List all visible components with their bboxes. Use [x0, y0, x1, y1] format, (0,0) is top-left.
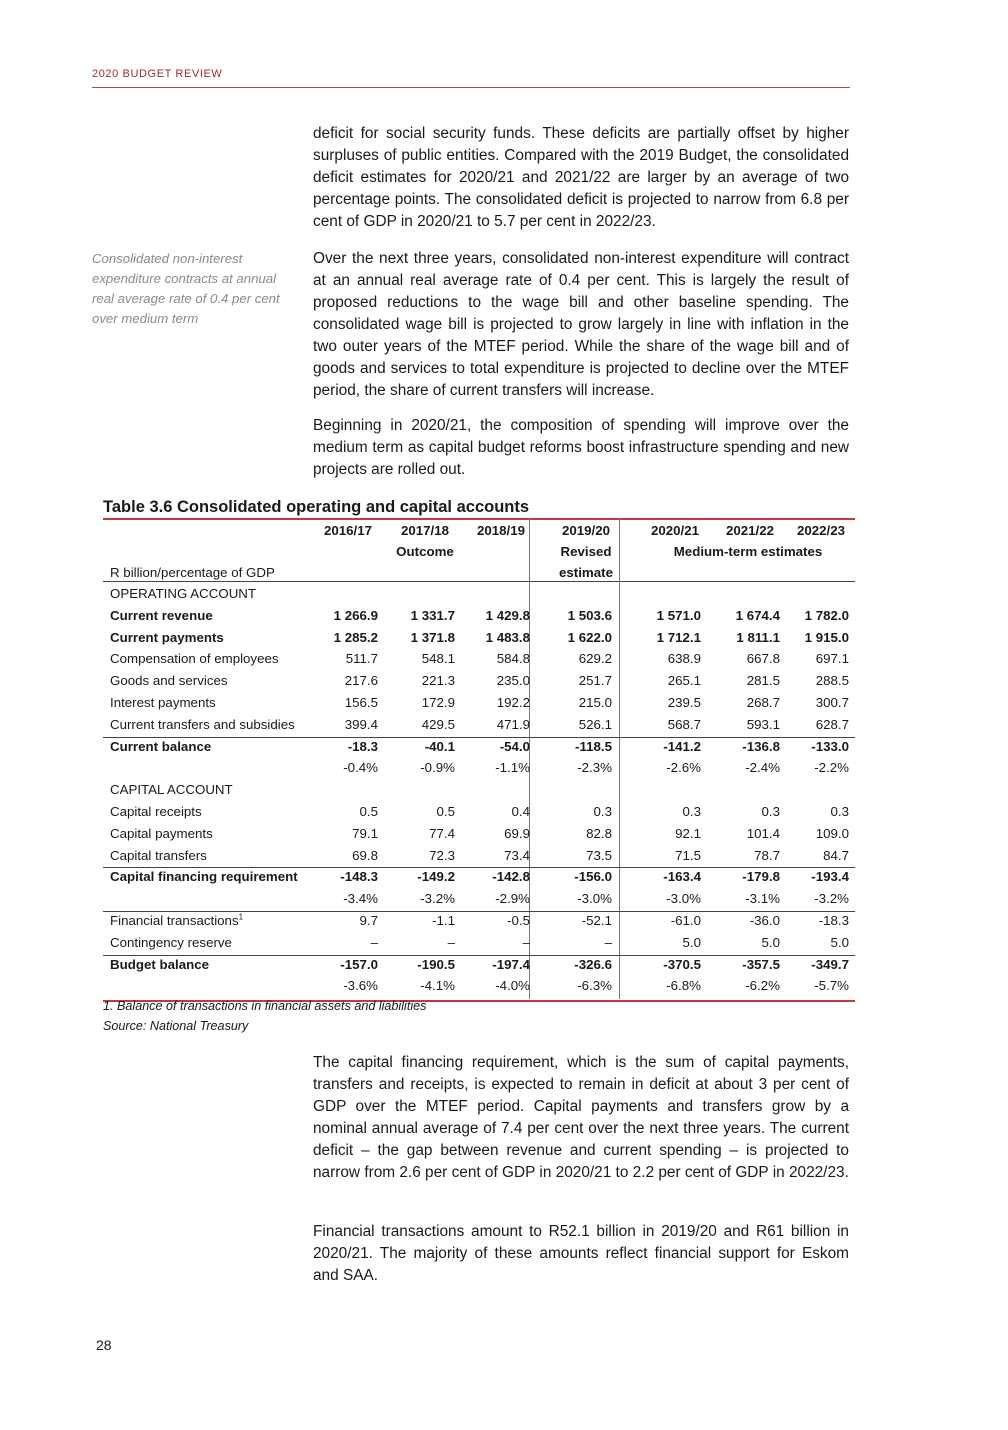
table-cell: 79.1: [352, 825, 378, 841]
row-label: [110, 585, 256, 603]
margin-note: Consolidated non-interest expenditure contracts at annual real average rate of 0.4 per cent over medium term: [92, 251, 280, 326]
table-cell: 0.3: [761, 804, 780, 819]
table-cell: 71.5: [675, 847, 701, 863]
row-label: [110, 738, 211, 756]
table-cell: 5.0: [682, 934, 701, 950]
row-label-text: Compensation of employees: [110, 651, 279, 667]
table-cell: -133.0: [811, 738, 849, 754]
row-label-text: CAPITAL ACCOUNT: [110, 782, 233, 798]
table-cell: 300.7: [815, 695, 849, 710]
row-label: [110, 847, 207, 865]
table-cell: -4.0%: [495, 978, 530, 994]
table-cell: -6.8%: [666, 978, 701, 994]
row-label: [110, 956, 209, 974]
row-label: [110, 803, 202, 821]
unit-label: R billion/percentage of GDP: [110, 565, 275, 580]
table-cell: -163.4: [663, 869, 701, 885]
table-cell: 5.0: [830, 934, 849, 950]
paragraph-3: Beginning in 2020/21, the composition of spending will improve over the medium term as capital budget reforms boost infrastructure spending and new projects are rolled out.: [313, 417, 849, 478]
paragraph-2: Over the next three years, consolidated non-interest expenditure will contract at an annual real average rate of 0.4 per cent. This is largely the result of proposed reductions to the wage bill and other baseline spending. The consolidated wage bill is projected to grow largely in line with inflation in the two outer years of the MTEF period. While the share of the wage bill and of goods and services to total expenditure is projected to decline over the MTEF period, the share of current transfers will increase.: [313, 250, 849, 399]
row-label-text: Current balance: [110, 738, 212, 754]
table-cell: 511.7: [345, 651, 378, 667]
table-cell: 221.3: [421, 673, 455, 689]
table-cell: –: [604, 934, 612, 950]
table-cell: -349.7: [811, 956, 849, 972]
row-label-text: Financial transactions: [110, 913, 239, 928]
year-header: 2019/20: [561, 523, 611, 538]
row-label-text: Contingency reserve: [110, 934, 232, 950]
table-cell: 239.5: [667, 695, 701, 710]
table-cell: -2.6%: [666, 760, 701, 776]
row-label: [110, 607, 213, 625]
table-cell: 399.4: [344, 716, 378, 732]
table-cell: 69.9: [504, 825, 530, 841]
row-label: [110, 781, 233, 799]
row-label-text: Current transfers and subsidies: [110, 716, 295, 732]
table-cell: 0.3: [682, 804, 701, 819]
row-label: [110, 629, 224, 647]
table-cell: -142.8: [492, 869, 530, 885]
row-label-text: OPERATING ACCOUNT: [110, 586, 257, 601]
table-cell: 429.5: [421, 716, 455, 732]
year-header: 2022/23: [796, 523, 846, 538]
paragraph-4: The capital financing requirement, which is the sum of capital payments, transfers and receipts, is expected to remain in deficit at about 3 per cent of GDP over the MTEF period. Capital payments and transfers grow by a nominal annual average of 7.4 per cent over the next three years. The current deficit – the gap between revenue and current spending – is projected to narrow from 2.6 per cent of GDP in 2020/21 to 2.2 per cent of GDP in 2022/23.: [313, 1054, 849, 1181]
outcome-group-label: Outcome: [396, 544, 454, 559]
table-cell: -5.7%: [814, 978, 849, 994]
table-cell: -149.2: [417, 869, 455, 885]
table-cell: -179.8: [742, 869, 780, 885]
table-cell: 9.7: [359, 913, 378, 928]
revised-group-label: Revised: [560, 544, 612, 559]
table-cell: -157.0: [340, 956, 378, 972]
table-cell: -40.1: [424, 738, 455, 754]
table-cell: 1 371.8: [410, 629, 455, 645]
table-cell: 1 266.9: [333, 607, 378, 623]
row-label: [110, 825, 213, 843]
table-cell: 568.7: [667, 716, 701, 732]
table-cell: 172.9: [421, 695, 455, 710]
table-cell: -326.6: [574, 956, 612, 972]
table-cell: -3.4%: [343, 891, 378, 907]
table-cell: 593.1: [746, 716, 780, 732]
table-cell: -3.0%: [666, 891, 701, 907]
table-cell: -0.9%: [420, 760, 455, 776]
year-header: 2020/21: [650, 523, 700, 538]
table-cell: 235.0: [496, 673, 530, 689]
table-cell: -54.0: [499, 738, 530, 754]
table-cell: -3.2%: [814, 891, 849, 907]
table-cell: -2.3%: [577, 760, 612, 776]
table-cell: 1 285.2: [333, 629, 378, 645]
row-label-text: Interest payments: [110, 695, 216, 710]
table-cell: -18.3: [818, 913, 849, 928]
table-cell: –: [522, 934, 530, 950]
table-cell: -3.1%: [745, 891, 780, 907]
table-cell: 667.8: [746, 651, 780, 667]
table-cell: -0.4%: [343, 760, 378, 776]
table-cell: 0.5: [436, 804, 455, 819]
row-label-text: Capital transfers: [110, 847, 207, 863]
table-cell: -52.1: [581, 913, 612, 928]
row-label-text: Budget balance: [110, 956, 210, 972]
table-cell: 697.1: [815, 651, 849, 667]
table-cell: 628.7: [815, 716, 849, 732]
table-cell: -3.6%: [343, 978, 378, 994]
paragraph-1: deficit for social security funds. These deficits are partially offset by higher surpluses of public entities. Compared with the 2019 Budget, the consolidated deficit estimates for 2020/21 and 2021/22 are larger by an average of two percentage points. The consolidated deficit is projected to narrow from 6.8 per cent of GDP in 2020/21 to 5.7 per cent in 2022/23.: [313, 125, 849, 230]
table-cell: 5.0: [761, 934, 780, 950]
table-cell: -141.2: [663, 738, 701, 754]
table-cell: 1 811.1: [736, 629, 780, 645]
row-label: [110, 912, 243, 930]
table-cell: 281.5: [746, 673, 780, 689]
table-cell: 109.0: [815, 825, 849, 841]
table-cell: 1 674.4: [735, 607, 780, 623]
table-cell: -6.3%: [577, 978, 612, 994]
table-cell: -370.5: [663, 956, 701, 972]
header-rule: [92, 87, 850, 88]
table-cell: 156.5: [344, 695, 378, 710]
row-label-text: Capital financing requirement: [110, 869, 298, 885]
estimate-group-label: estimate: [559, 565, 613, 580]
row-label: [110, 716, 295, 734]
table-cell: 1 782.0: [804, 607, 849, 623]
table-cell: 0.3: [593, 804, 612, 819]
table-cell: -0.5: [507, 913, 530, 928]
table-cell: -197.4: [492, 956, 530, 972]
table-cell: 78.7: [754, 847, 780, 863]
table-cell: 251.7: [578, 673, 612, 689]
year-header: 2016/17: [323, 523, 373, 538]
table-cell: -1.1: [432, 913, 455, 928]
table-cell: -2.9%: [495, 891, 530, 907]
table-cell: -4.1%: [420, 978, 455, 994]
table-cell: 1 483.8: [485, 629, 530, 645]
table-cell: -36.0: [749, 913, 780, 928]
table-cell: 77.4: [429, 825, 455, 841]
row-label-text: Capital receipts: [110, 804, 202, 819]
table-cell: 82.8: [586, 825, 612, 841]
row-label: [110, 672, 228, 690]
table-cell: 471.9: [496, 716, 530, 732]
table-cell: 101.4: [746, 825, 780, 841]
table-cell: 1 915.0: [804, 629, 849, 645]
row-label: [110, 868, 298, 886]
table-cell: 1 712.1: [656, 629, 701, 645]
table-cell: –: [370, 934, 378, 950]
table-cell: -156.0: [574, 869, 612, 885]
table-cell: -1.1%: [495, 760, 530, 776]
table-cell: 584.8: [496, 651, 530, 667]
table-cell: -2.4%: [745, 760, 780, 776]
paragraph-5: Financial transactions amount to R52.1 billion in 2019/20 and R61 billion in 2020/21. The majority of these amounts reflect financial support for Eskom and SAA.: [313, 1223, 849, 1284]
year-header: 2021/22: [725, 523, 775, 538]
table-cell: 0.4: [511, 804, 530, 819]
table-cell: -136.8: [742, 738, 780, 754]
table-cell: 1 622.0: [567, 629, 612, 645]
table-cell: 69.8: [352, 847, 378, 863]
table-cell: 638.9: [667, 651, 701, 667]
table-cell: -61.0: [670, 913, 701, 928]
table-cell: -18.3: [347, 738, 378, 754]
row-label-text: Current revenue: [110, 607, 213, 623]
table-cell: 92.1: [675, 825, 701, 841]
table-top-rule: [103, 518, 855, 520]
table-cell: -190.5: [417, 956, 455, 972]
divider-revised-mtef: [619, 518, 620, 999]
year-header: 2017/18: [400, 523, 450, 538]
table-cell: 0.3: [830, 804, 849, 819]
running-header: 2020 BUDGET REVIEW: [92, 68, 223, 80]
table-cell: 265.1: [667, 673, 701, 689]
table-cell: –: [447, 934, 455, 950]
row-label: [110, 650, 279, 668]
row-label-text: Current payments: [110, 629, 224, 645]
table-cell: 268.7: [746, 695, 780, 710]
table-source: Source: National Treasury: [103, 1019, 249, 1033]
page-number: 28: [96, 1337, 112, 1353]
mtef-group-label: Medium-term estimates: [673, 544, 823, 559]
table-cell: 548.1: [421, 651, 455, 667]
table-cell: 217.6: [344, 673, 378, 689]
table-cell: -357.5: [742, 956, 780, 972]
table-cell: 1 503.6: [567, 607, 612, 623]
table-cell: 629.2: [578, 651, 612, 667]
table-cell: 1 429.8: [485, 607, 530, 623]
table-title: Table 3.6 Consolidated operating and capital accounts: [103, 498, 530, 516]
consolidated-accounts-table: [103, 518, 855, 998]
table-footnote: 1. Balance of transactions in financial assets and liabilities: [103, 999, 427, 1013]
table-cell: -2.2%: [814, 760, 849, 776]
row-label-text: Goods and services: [110, 673, 228, 689]
table-cell: -6.2%: [745, 978, 780, 994]
table-cell: 84.7: [823, 847, 849, 863]
row-label: [110, 934, 232, 952]
year-header: 2018/19: [476, 523, 526, 538]
row-label: [110, 694, 216, 712]
table-cell: 73.5: [586, 847, 612, 863]
table-cell: 1 331.7: [410, 607, 455, 623]
table-cell: 192.2: [496, 695, 530, 710]
table-cell: 1 571.0: [656, 607, 701, 623]
table-cell: 72.3: [429, 847, 455, 863]
table-cell: -148.3: [340, 869, 378, 885]
table-cell: 73.4: [504, 847, 530, 863]
table-cell: -3.2%: [420, 891, 455, 907]
table-cell: 526.1: [578, 716, 612, 732]
footnote-marker: 1: [238, 912, 244, 922]
table-cell: 215.0: [578, 695, 612, 710]
row-label-text: Capital payments: [110, 825, 213, 841]
table-cell: -118.5: [575, 738, 612, 754]
table-cell: -193.4: [811, 869, 849, 885]
table-cell: 0.5: [359, 804, 378, 819]
table-cell: 288.5: [815, 673, 849, 689]
table-cell: -3.0%: [577, 891, 612, 907]
